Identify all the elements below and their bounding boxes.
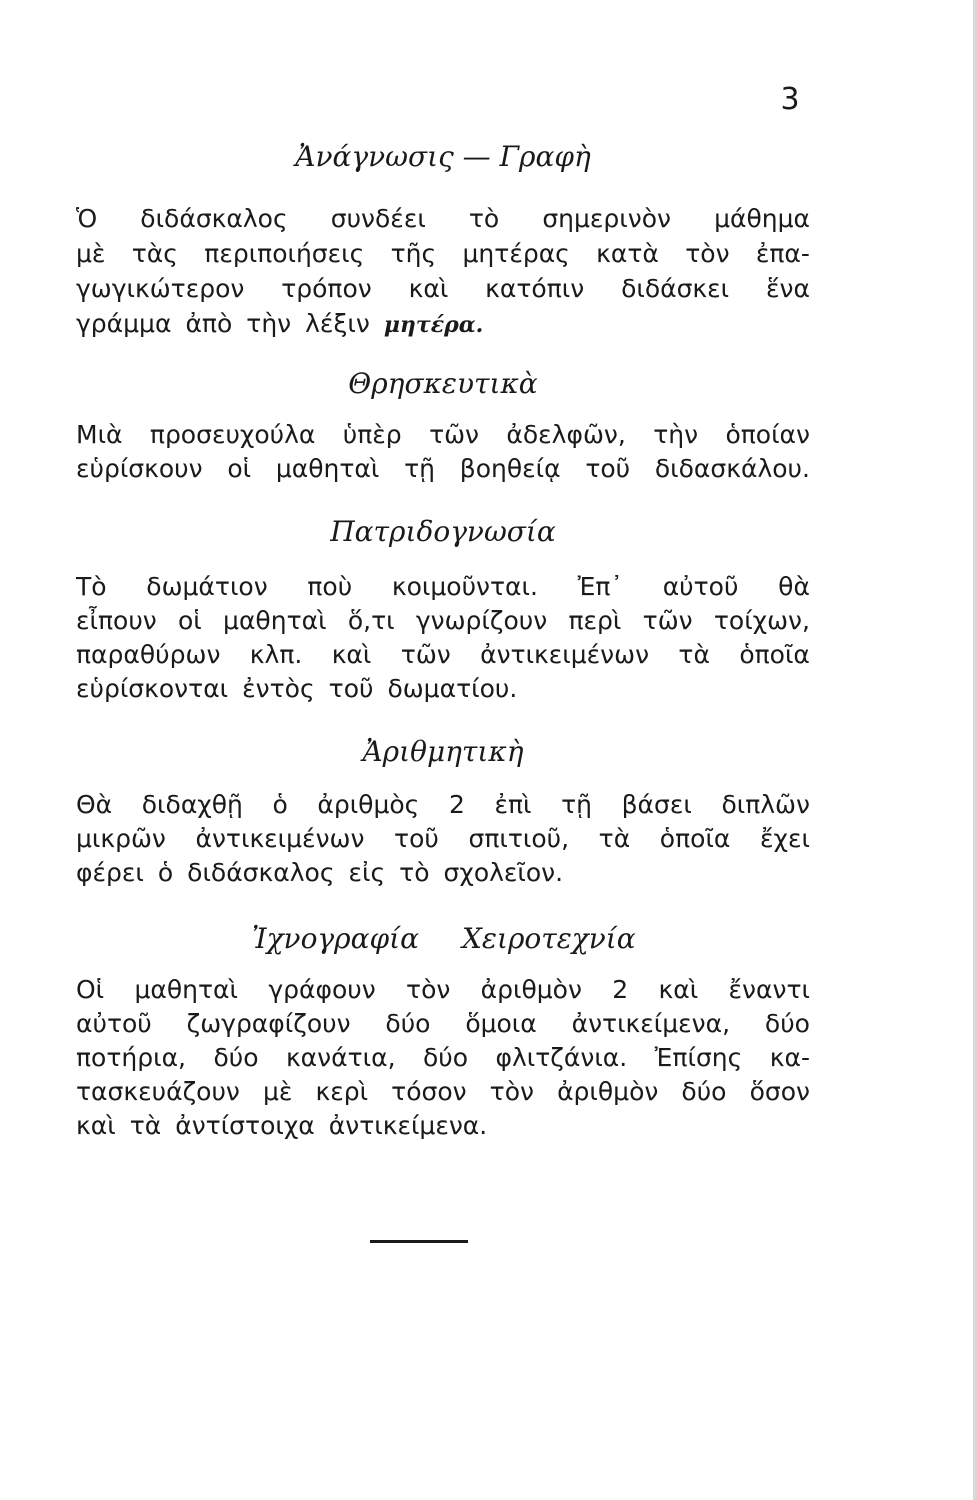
- word: ἔχει: [760, 824, 810, 853]
- word: ὅμοια: [465, 1009, 537, 1038]
- word: Ἐπίσης: [654, 1043, 743, 1072]
- word: φλιτζάνια.: [495, 1043, 628, 1072]
- word: ζωγραφίζουν: [186, 1009, 351, 1038]
- paragraph-line: [76, 788, 810, 822]
- word: Ἐπ᾽: [577, 572, 623, 601]
- word: δωματίου.: [387, 674, 518, 703]
- word: ἀπὸ: [185, 309, 233, 338]
- word: καὶ: [658, 975, 699, 1004]
- word: τῶν: [642, 606, 693, 635]
- word: γνωρίζουν: [415, 606, 548, 635]
- word: κοιμοῦνται.: [391, 572, 538, 601]
- word: γράμμα: [76, 309, 172, 338]
- word: Μιὰ: [76, 420, 123, 449]
- word: ἀντικείμενα,: [571, 1009, 731, 1038]
- paragraph-line: [76, 237, 810, 271]
- word: μαθηταὶ: [275, 454, 380, 483]
- word: τῆς: [390, 239, 437, 268]
- word: περιποιήσεις: [204, 239, 365, 268]
- word: διδάσκαλος: [140, 204, 288, 233]
- word: Τὸ: [76, 572, 107, 601]
- paragraph-line: [76, 822, 810, 856]
- word: διδαχθῇ: [141, 790, 243, 819]
- word: κατὰ: [596, 239, 659, 268]
- word: διδάσκαλος: [187, 858, 335, 887]
- closing-rule: [370, 1240, 468, 1243]
- word: μὲ: [76, 239, 106, 268]
- word: τὸ: [468, 204, 500, 233]
- word: τὸν: [406, 975, 451, 1004]
- word: οἱ: [227, 454, 252, 483]
- word: ὅ,τι: [347, 606, 395, 635]
- word: τασκευάζουν: [76, 1077, 240, 1106]
- paragraph-line: [76, 452, 810, 486]
- word: Θὰ: [76, 790, 113, 819]
- word: ἐπα-: [755, 239, 810, 268]
- word: δύο: [422, 1043, 469, 1072]
- paragraph-line: [76, 418, 810, 452]
- word: μαθηταὶ: [134, 975, 238, 1004]
- section-heading-drawing: Ἰχνογραφία: [252, 922, 420, 955]
- word: οἱ: [178, 606, 202, 635]
- word: τὰς: [131, 239, 178, 268]
- word: Ὁ: [76, 204, 98, 233]
- word: ἀδελφῶν,: [506, 420, 626, 449]
- word: καὶ: [331, 640, 372, 669]
- word: ὁποίαν: [725, 420, 810, 449]
- word: δύο: [681, 1077, 727, 1106]
- word: τοῦ: [394, 824, 439, 853]
- word: τῶν: [400, 640, 451, 669]
- word: εὑρίσκουν: [76, 454, 203, 483]
- word: δύο: [385, 1009, 431, 1038]
- word: φέρει: [76, 858, 144, 887]
- word: κατόπιν: [485, 274, 585, 303]
- word: ὁ: [157, 858, 174, 887]
- word: ἀριθμὸν: [480, 975, 582, 1004]
- word: μὲ: [262, 1077, 293, 1106]
- word: ποτήρια,: [76, 1043, 186, 1072]
- word: εἶπουν: [76, 606, 157, 635]
- page-edge: [973, 0, 977, 1500]
- paragraph-line: [76, 973, 810, 1007]
- word: μητέρας: [462, 239, 570, 268]
- word: τῇ: [404, 454, 436, 483]
- word: κλπ.: [249, 640, 303, 669]
- section-heading-homeland-studies: Πατριδογνωσία: [330, 515, 556, 548]
- word: μαθηταὶ: [223, 606, 327, 635]
- word: ἀντικειμένων: [480, 640, 650, 669]
- word: αὐτοῦ: [76, 1009, 152, 1038]
- word: ἔναντι: [728, 975, 810, 1004]
- word: γράφουν: [268, 975, 376, 1004]
- word: ἐπὶ: [494, 790, 532, 819]
- word: τόσον: [391, 1077, 467, 1106]
- word: καὶ: [408, 274, 449, 303]
- word: διδάσκει: [621, 274, 730, 303]
- section-heading-religion: Θρησκευτικὰ: [348, 367, 538, 400]
- paragraph-line: [76, 1041, 810, 1075]
- word: ὁποῖα: [659, 824, 731, 853]
- word: ὁ: [272, 790, 288, 819]
- word: προσευχούλα: [149, 420, 316, 449]
- word: δωμάτιον: [146, 572, 268, 601]
- word: διδασκάλου.: [654, 454, 810, 483]
- word: αὐτοῦ: [662, 572, 739, 601]
- word: κανάτια,: [285, 1043, 396, 1072]
- word: τὸ: [399, 858, 430, 887]
- word: 2: [612, 975, 629, 1004]
- word: σημερινὸν: [542, 204, 671, 233]
- paragraph-line: [76, 638, 810, 672]
- word: ποὺ: [307, 572, 353, 601]
- word: μητέρα.: [383, 312, 484, 338]
- word: ἀντικείμενα.: [328, 1111, 488, 1140]
- word: ὁποῖα: [739, 640, 810, 669]
- word: ἀριθμὸς: [317, 790, 420, 819]
- word: τῶν: [429, 420, 480, 449]
- paragraph-line: [76, 1075, 810, 1109]
- word: τοίχων,: [713, 606, 810, 635]
- word: μικρῶν: [76, 824, 166, 853]
- word: διπλῶν: [721, 790, 810, 819]
- word: εἰς: [348, 858, 386, 887]
- word: 2: [448, 790, 465, 819]
- paragraph-line: [76, 272, 810, 306]
- word: δύο: [764, 1009, 810, 1038]
- word: βοηθείᾳ: [459, 454, 561, 483]
- word: τὰ: [598, 824, 631, 853]
- page-number: 3: [780, 82, 800, 117]
- word: τὴν: [246, 309, 292, 338]
- paragraph-line: [76, 672, 810, 706]
- word: τῇ: [561, 790, 592, 819]
- word: ἐντὸς: [242, 674, 315, 703]
- word: σχολεῖον.: [443, 858, 564, 887]
- word: περὶ: [568, 606, 622, 635]
- word: τὸν: [489, 1077, 534, 1106]
- word: ὑπὲρ: [342, 420, 402, 449]
- word: συνδέει: [330, 204, 426, 233]
- word: παραθύρων: [76, 640, 221, 669]
- word: βάσει: [621, 790, 692, 819]
- word: τοῦ: [585, 454, 631, 483]
- paragraph-line: [76, 856, 810, 890]
- word: γωγικώτερον: [76, 274, 245, 303]
- word: κα-: [769, 1043, 810, 1072]
- section-heading-reading-writing: Ἀνάγνωσις — Γραφὴ: [295, 140, 591, 173]
- word: δύο: [213, 1043, 259, 1072]
- word: ἕνα: [766, 274, 810, 303]
- word: τὰ: [678, 640, 710, 669]
- paragraph-line: [76, 1007, 810, 1041]
- word: ἀντικειμένων: [195, 824, 365, 853]
- word: τοῦ: [328, 674, 374, 703]
- paragraph-line: [76, 570, 810, 604]
- section-heading-handicraft: Χειροτεχνία: [462, 922, 636, 955]
- paragraph-line: [76, 307, 810, 341]
- word: μάθημα: [714, 204, 810, 233]
- word: εὑρίσκονται: [76, 674, 229, 703]
- word: σπιτιοῦ,: [468, 824, 570, 853]
- paragraph-line: [76, 604, 810, 638]
- word: Οἱ: [76, 975, 105, 1004]
- word: θὰ: [778, 572, 810, 601]
- word: τὰ: [129, 1111, 162, 1140]
- paragraph-line: [76, 202, 810, 236]
- word: ἀριθμὸν: [557, 1077, 659, 1106]
- word: τὸν: [685, 239, 730, 268]
- word: λέξιν: [305, 309, 370, 338]
- word: τρόπον: [281, 274, 372, 303]
- word: καὶ: [76, 1111, 116, 1140]
- paragraph-line: [76, 1109, 810, 1143]
- word: ὅσον: [749, 1077, 810, 1106]
- word: ἀντίστοιχα: [175, 1111, 315, 1140]
- word: τὴν: [653, 420, 699, 449]
- word: κερὶ: [315, 1077, 369, 1106]
- section-heading-arithmetic: Ἀριθμητικὴ: [362, 735, 524, 768]
